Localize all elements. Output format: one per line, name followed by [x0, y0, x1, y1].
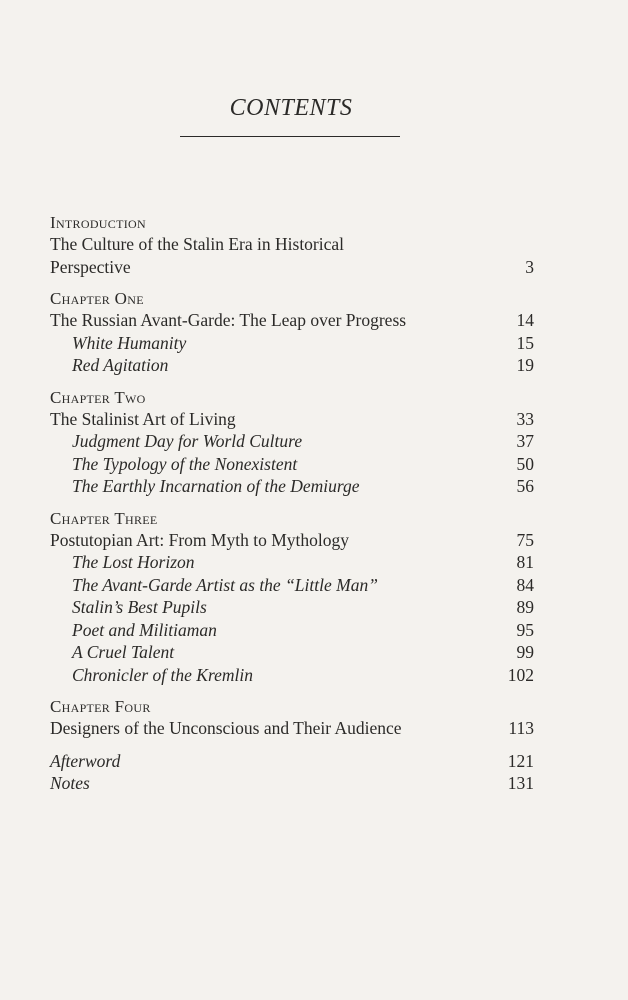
entry-page: 19	[516, 355, 534, 375]
toc-entry[interactable]	[50, 233, 534, 278]
toc-back-matter	[50, 750, 534, 795]
toc-section-chapter-one	[50, 288, 534, 377]
entry-page: 15	[516, 332, 534, 353]
entry-title: Judgment Day for World Culture	[72, 431, 303, 451]
toc-subentry[interactable]	[50, 475, 534, 498]
toc-subentry[interactable]	[50, 551, 534, 574]
table-of-contents	[50, 212, 534, 805]
section-label: Chapter Two	[50, 387, 146, 407]
section-label: Chapter Four	[50, 697, 151, 716]
entry-page: 99	[516, 642, 534, 662]
section-label: Chapter Three	[50, 508, 158, 528]
entry-page: 33	[516, 408, 534, 429]
toc-subentry[interactable]	[50, 332, 534, 355]
entry-title: The Typology of the Nonexistent	[72, 453, 298, 474]
title-rule	[180, 136, 400, 137]
toc-entry[interactable]	[50, 309, 534, 332]
entry-title: Stalin’s Best Pupils	[72, 597, 207, 617]
entry-title: White Humanity	[72, 332, 187, 353]
toc-entry-afterword[interactable]	[50, 750, 534, 773]
toc-section-chapter-two	[50, 387, 534, 498]
entry-page: 121	[507, 750, 534, 771]
entry-page: 37	[516, 431, 534, 451]
toc-section-chapter-four	[50, 696, 534, 740]
entry-title: The Russian Avant-Garde: The Leap over Progress	[50, 310, 407, 330]
entry-page: 102	[507, 664, 534, 685]
toc-subentry[interactable]	[50, 453, 534, 476]
entry-title: Red Agitation	[72, 355, 169, 375]
entry-title: The Lost Horizon	[72, 552, 195, 572]
entry-title: A Cruel Talent	[72, 642, 175, 662]
toc-entry[interactable]	[50, 408, 534, 431]
entry-title: Chronicler of the Kremlin	[72, 664, 253, 685]
toc-subentry[interactable]	[50, 664, 534, 687]
entry-page: 3	[525, 256, 534, 277]
entry-page: 81	[516, 552, 534, 572]
entry-page: 131	[507, 773, 534, 793]
entry-title: The Culture of the Stalin Era in Historical Perspective	[50, 234, 345, 277]
toc-subentry[interactable]	[50, 641, 534, 664]
entry-title: Afterword	[50, 750, 121, 771]
entry-page: 113	[508, 718, 534, 738]
entry-page: 95	[516, 619, 534, 640]
section-label: Introduction	[50, 213, 146, 232]
entry-title: The Avant-Garde Artist as the “Little Man”	[72, 574, 378, 595]
toc-entry-notes[interactable]	[50, 772, 534, 795]
entry-page: 56	[516, 476, 534, 496]
toc-subentry[interactable]	[50, 430, 534, 453]
toc-subentry[interactable]	[50, 574, 534, 597]
toc-entry[interactable]	[50, 717, 534, 740]
entry-page: 50	[516, 453, 534, 474]
entry-title: The Stalinist Art of Living	[50, 408, 236, 429]
toc-subentry[interactable]	[50, 619, 534, 642]
entry-title: Designers of the Unconscious and Their Audience	[50, 718, 402, 738]
entry-title: The Earthly Incarnation of the Demiurge	[72, 476, 360, 496]
entry-page: 84	[516, 574, 534, 595]
entry-title: Notes	[50, 773, 90, 793]
toc-subentry[interactable]	[50, 596, 534, 619]
entry-page: 89	[516, 597, 534, 617]
toc-section-introduction	[50, 212, 534, 278]
entry-title: Postutopian Art: From Myth to Mythology	[50, 529, 349, 550]
page-title: CONTENTS	[229, 95, 353, 121]
toc-subentry[interactable]	[50, 354, 534, 377]
section-label: Chapter One	[50, 289, 144, 308]
toc-section-chapter-three	[50, 508, 534, 687]
entry-title: Poet and Militiaman	[72, 619, 217, 640]
entry-page: 75	[516, 529, 534, 550]
toc-entry[interactable]	[50, 529, 534, 552]
entry-page: 14	[516, 310, 534, 330]
